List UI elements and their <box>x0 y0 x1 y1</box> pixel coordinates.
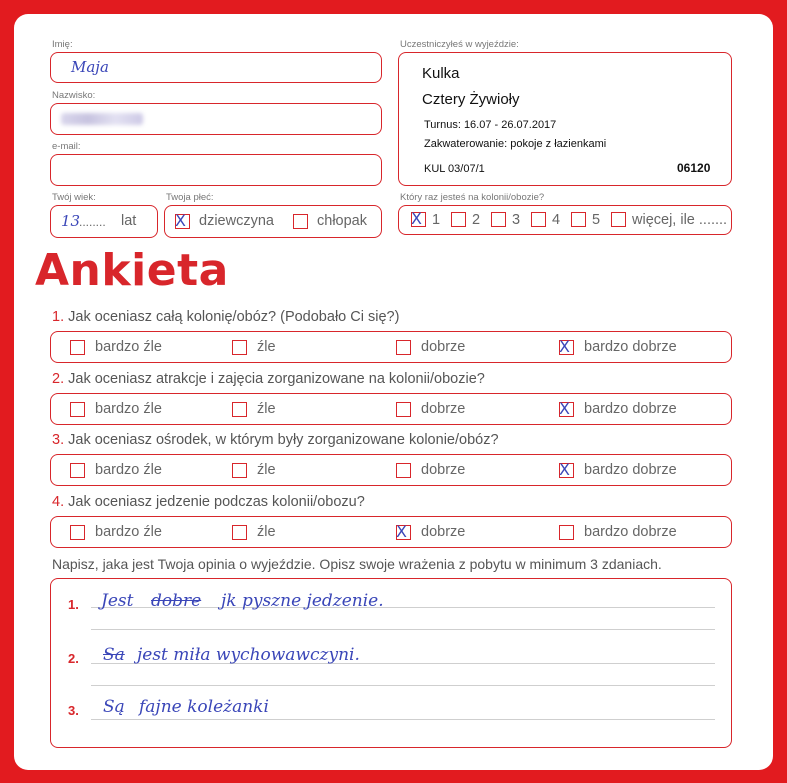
q1-option-2-label: źle <box>257 339 276 355</box>
q1-option-3-checkbox[interactable] <box>396 340 411 355</box>
q2-option-2-checkbox[interactable] <box>232 402 247 417</box>
opinion-line-2-num: 2. <box>68 651 79 666</box>
count-more-checkbox[interactable] <box>611 212 626 227</box>
opinion-line-2: jest miła wychowawczyni. <box>137 645 360 665</box>
count-1-label: 1 <box>432 212 441 228</box>
question-2: 2. Jak oceniasz atrakcje i zajęcia zorganizowane na kolonii/obozie? <box>52 371 485 387</box>
age-dots: ........ <box>79 215 106 229</box>
q3-option-2-label: źle <box>257 462 276 478</box>
q4-option-4-label: bardzo dobrze <box>584 524 677 540</box>
q1-option-1-checkbox[interactable] <box>70 340 85 355</box>
name-field[interactable] <box>50 52 382 83</box>
q3-option-4-label: bardzo dobrze <box>584 462 677 478</box>
q2-option-1-label: bardzo źle <box>95 401 162 417</box>
q1-option-4-checkbox[interactable]: X <box>559 340 574 355</box>
count-more-label: więcej, ile ....... <box>632 212 728 228</box>
q3-option-1-label: bardzo źle <box>95 462 162 478</box>
opinion-line-1-num: 1. <box>68 597 79 612</box>
count-1-checkbox[interactable]: X <box>411 212 426 227</box>
age-value: 13 <box>61 212 81 230</box>
count-4-checkbox[interactable] <box>531 212 546 227</box>
q3-option-3-label: dobrze <box>421 462 466 478</box>
trip-turnus: Turnus: 16.07 - 26.07.2017 <box>424 119 557 131</box>
count-label: Który raz jesteś na kolonii/obozie? <box>400 192 545 203</box>
count-field <box>398 205 732 235</box>
name-value: Maja <box>71 58 109 76</box>
q2-option-1-checkbox[interactable] <box>70 402 85 417</box>
count-5-label: 5 <box>592 212 601 228</box>
q3-option-3-checkbox[interactable] <box>396 463 411 478</box>
male-checkbox[interactable] <box>293 214 308 229</box>
rule-line <box>91 719 715 720</box>
trip-number: 06120 <box>677 161 711 175</box>
question-3-answers <box>50 454 732 486</box>
trip-name: Cztery Żywioły <box>422 91 520 108</box>
male-label: chłopak <box>317 213 367 229</box>
count-2-checkbox[interactable] <box>451 212 466 227</box>
name-label: Imię: <box>52 39 73 50</box>
opinion-prompt: Napisz, jaka jest Twoja opinia o wyjeździe. Opisz swoje wrażenia z pobytu w minimum 3 zdaniach. <box>52 556 662 572</box>
female-label: dziewczyna <box>199 213 274 229</box>
opinion-line-3: fajne koleżanki <box>139 697 269 717</box>
female-checkbox[interactable]: X <box>175 214 190 229</box>
q4-option-4-checkbox[interactable] <box>559 525 574 540</box>
redacted-surname <box>61 113 143 125</box>
question-3: 3. Jak oceniasz ośrodek, w którym były zorganizowane kolonie/obóz? <box>52 432 499 448</box>
q1-option-3-label: dobrze <box>421 339 466 355</box>
q3-option-2-checkbox[interactable] <box>232 463 247 478</box>
trip-lodging: Zakwaterowanie: pokoje z łazienkami <box>424 138 607 150</box>
gender-field <box>164 205 382 238</box>
email-label: e-mail: <box>52 141 81 152</box>
question-2-answers <box>50 393 732 425</box>
trip-box <box>398 52 732 186</box>
surname-label: Nazwisko: <box>52 90 96 101</box>
opinion-line-3-start: Są <box>103 697 125 717</box>
opinion-line-3-num: 3. <box>68 703 79 718</box>
age-label: Twój wiek: <box>52 192 96 203</box>
count-2-label: 2 <box>472 212 481 228</box>
surname-field[interactable] <box>50 103 382 135</box>
q4-option-3-checkbox[interactable]: X <box>396 525 411 540</box>
opinion-line-1-crossed: dobre <box>151 591 202 611</box>
question-4: 4. Jak oceniasz jedzenie podczas kolonii/obozu? <box>52 494 365 510</box>
gender-label: Twoja płeć: <box>166 192 214 203</box>
opinion-line-1-start: Jest <box>101 591 134 611</box>
email-field[interactable] <box>50 154 382 186</box>
q4-option-2-label: źle <box>257 524 276 540</box>
q2-option-3-label: dobrze <box>421 401 466 417</box>
q2-option-2-label: źle <box>257 401 276 417</box>
q1-option-1-label: bardzo źle <box>95 339 162 355</box>
q1-option-2-checkbox[interactable] <box>232 340 247 355</box>
count-5-checkbox[interactable] <box>571 212 586 227</box>
q2-option-4-checkbox[interactable]: X <box>559 402 574 417</box>
count-3-checkbox[interactable] <box>491 212 506 227</box>
q2-option-4-label: bardzo dobrze <box>584 401 677 417</box>
opinion-box[interactable] <box>50 578 732 748</box>
q3-option-1-checkbox[interactable] <box>70 463 85 478</box>
q4-option-1-checkbox[interactable] <box>70 525 85 540</box>
q3-option-4-checkbox[interactable]: X <box>559 463 574 478</box>
opinion-line-2-crossed: Sa <box>103 645 125 665</box>
rule-line <box>91 629 715 630</box>
rule-line <box>91 685 715 686</box>
question-4-answers <box>50 516 732 548</box>
q1-option-4-label: bardzo dobrze <box>584 339 677 355</box>
trip-code: KUL 03/07/1 <box>424 163 485 175</box>
q4-option-3-label: dobrze <box>421 524 466 540</box>
age-field[interactable] <box>50 205 158 238</box>
count-3-label: 3 <box>512 212 521 228</box>
q4-option-1-label: bardzo źle <box>95 524 162 540</box>
q4-option-2-checkbox[interactable] <box>232 525 247 540</box>
count-4-label: 4 <box>552 212 561 228</box>
opinion-line-1: jk pyszne jedzenie. <box>221 591 384 611</box>
survey-title: Ankieta <box>35 245 229 296</box>
question-1-answers <box>50 331 732 363</box>
q2-option-3-checkbox[interactable] <box>396 402 411 417</box>
trip-org: Kulka <box>422 65 460 82</box>
trip-label: Uczestniczyłeś w wyjeździe: <box>400 39 519 50</box>
age-unit: lat <box>121 213 137 229</box>
question-1: 1. Jak oceniasz całą kolonię/obóz? (Podobało Ci się?) <box>52 309 400 325</box>
